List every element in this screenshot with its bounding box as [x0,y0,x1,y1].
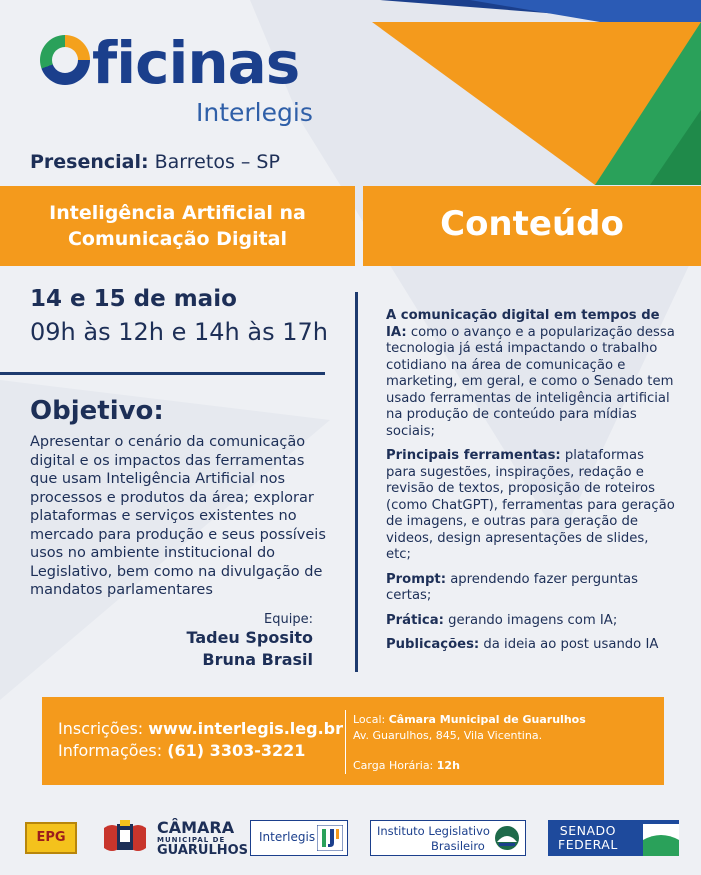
interlegis-logo [250,820,348,856]
workload-label: Carga Horária: [353,759,437,772]
phone-number: (61) 3303-3221 [167,741,306,760]
interlegis-logo-text: Interlegis [259,830,316,844]
course-title-line1: Inteligência Artificial na [49,202,306,224]
team-label: Equipe: [264,612,313,627]
content-item-heading: Principais ferramentas: [386,448,561,463]
registration-link[interactable]: www.interlegis.leg.br [148,719,344,738]
content-header: Conteúdo [440,204,624,244]
course-title [0,186,355,252]
presencial-label: Presencial: [30,151,149,173]
ilb-line1: Instituto Legislativo [377,824,490,838]
camara-crest-icon [100,818,150,856]
content-header-band [363,186,701,266]
workload-line [353,758,586,774]
course-title-line2: Comunicação Digital [67,228,287,250]
logo-word-text: ficinas [92,29,300,97]
presencial-line [30,151,280,173]
course-dates: 14 e 15 de maio [30,286,237,312]
registration-line [58,718,343,740]
camara-subtitle: MUNICIPAL DE [157,836,226,844]
ilb-line2: Brasileiro [431,839,485,853]
content-list [386,308,676,662]
team-member: Bruna Brasil [202,650,313,669]
course-times: 09h às 12h e 14h às 17h [30,318,328,346]
objective-title: Objetivo: [30,396,164,426]
content-item [386,448,676,564]
senado-mark-icon [643,820,679,856]
registration-label: Inscrições: [58,719,149,738]
location-info [353,712,586,774]
ilb-logo [370,820,526,856]
left-divider [0,372,325,375]
workload-value: 12h [436,759,460,772]
location-value: Câmara Municipal de Guarulhos [388,713,586,726]
phone-line [58,740,343,762]
content-item [386,613,676,630]
content-item-heading: Publicações: [386,637,480,652]
ilb-mark-icon [493,824,521,852]
location-label: Local: [353,713,389,726]
team-member: Tadeu Sposito [186,628,313,647]
location-line [353,712,586,728]
phone-label: Informações: [58,741,168,760]
column-divider [355,292,358,672]
presencial-value: Barretos – SP [154,151,280,173]
camara-city: GUARULHOS [157,843,249,858]
senado-line1: SENADO [559,823,616,838]
content-item-text: plataformas para sugestões, inspirações, redação e revisão de textos, proposição de roteiros (como ChatGPT), ferramentas para geração de imagens, e outras para geração de videos, design apresentações de slides, etc; [386,448,675,562]
content-item-heading: A comunicação digital em tempos de IA: [386,308,660,340]
senado-logo-text [558,824,618,852]
camara-logo-text [157,820,248,858]
camara-title: CÂMARA [157,818,235,837]
content-item [386,637,676,654]
registration-info [58,718,343,762]
senado-logo [548,820,679,856]
content-item [386,572,676,605]
content-item [386,308,676,440]
objective-text: Apresentar o cenário da comunicação digital e os impactos das ferramentas que usam Inteligência Artificial nos processos e produtos da área; explorar plataformas e serviços existentes no mercado para produção e seus possíveis usos no ambiente institucional do Legislativo, bem como na divulgação de mandatos parlamentares [30,434,326,598]
course-title-band [0,186,355,266]
info-divider [345,710,346,774]
content-item-text: como o avanço e a popularização dessa tecnologia já está impactando o trabalho cotidiano na área de comunicação e marketing, em geral, e como o Senado tem usado ferramentas de inteligência artificial na produção de conteúdo para mídias sociais; [386,324,675,439]
logo-subtitle: Interlegis [196,98,313,127]
content-item-text: da ideia ao post usando IA [479,637,659,652]
content-item-heading: Prompt: [386,571,446,587]
content-item-text: gerando imagens com IA; [443,612,618,628]
epg-logo: EPG [25,822,77,854]
content-item-heading: Prática: [386,612,444,628]
content-item-text: aprendendo fazer perguntas certas; [386,571,638,603]
interlegis-mark-icon [317,825,343,851]
address-line: Av. Guarulhos, 845, Vila Vicentina. [353,729,543,742]
logo-ring-icon [40,35,90,85]
senado-line2: FEDERAL [558,837,618,852]
oficinas-logo [40,29,300,97]
